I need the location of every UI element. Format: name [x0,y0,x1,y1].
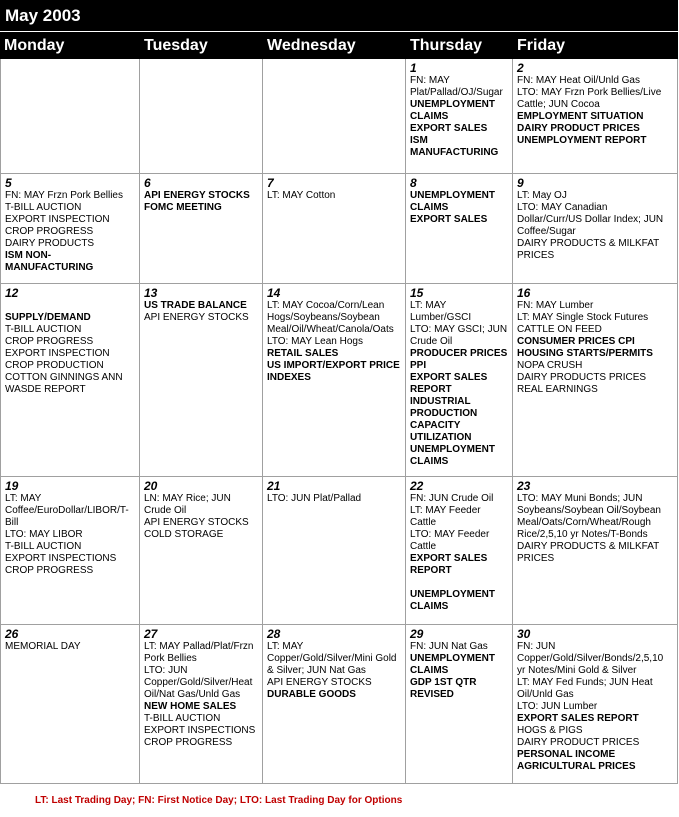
calendar-event: EXPORT SALES REPORT [410,372,488,395]
day-cell [0,477,140,625]
weekday-header-wednesday: Wednesday [267,37,356,54]
calendar-event: LTO: MAY Canadian Dollar/Curr/US Dollar Index; JUN Coffee/Sugar [517,202,664,237]
calendar-event: FN: MAY Heat Oil/Unld Gas [517,75,640,86]
calendar-event: LTO: JUN Copper/Gold/Silver/Heat Oil/Nat Gas/Unld Gas [144,665,253,700]
calendar-event: EXPORT INSPECTIONS [144,725,256,736]
day-cell [0,284,140,477]
day-number: 21 [267,479,281,493]
day-cell [0,174,140,284]
calendar-event: FN: JUN Nat Gas [410,641,488,652]
day-number: 8 [410,176,417,190]
day-cell [263,477,406,625]
weekday-header-thursday: Thursday [410,37,483,54]
calendar-event: ISM MANUFACTURING [410,135,499,158]
day-cell [406,59,513,174]
calendar-event: PERSONAL INCOME [517,749,616,760]
calendar-event: INDUSTRIAL PRODUCTION CAPACITY UTILIZATION [410,396,478,443]
legend-note: LT: Last Trading Day; FN: First Notice Day; LTO: Last Trading Day for Options [35,795,403,806]
calendar-event: LTO: MAY Feeder Cattle [410,529,490,552]
day-cell [140,174,263,284]
calendar-event: LT: MAY Coffee/EuroDollar/LIBOR/T-Bill [5,493,129,528]
day-cell [513,59,678,174]
calendar-event: EXPORT SALES REPORT [410,553,488,576]
day-number [144,62,259,75]
day-cell [263,284,406,477]
day-cell [513,174,678,284]
calendar-event: NOPA CRUSH [517,360,583,371]
calendar-event: LTO: MAY LIBOR [5,529,83,540]
calendar-event: PRODUCER PRICES PPI [410,348,508,371]
calendar-event: UNEMPLOYMENT CLAIMS [410,653,495,676]
weekday-header-friday: Friday [517,37,566,54]
calendar-event: ISM NON-MANUFACTURING [5,250,94,273]
day-number: 12 [5,286,19,300]
calendar-event: UNEMPLOYMENT CLAIMS [410,190,495,213]
calendar-event: DAIRY PRODUCT PRICES [517,123,640,134]
calendar-event: LT: MAY Single Stock Futures [517,312,649,323]
calendar-event: LTO: MAY GSCI; JUN Crude Oil [410,324,508,347]
calendar-event: RETAIL SALES [267,348,339,359]
calendar-event: API ENERGY STOCKS [144,190,250,201]
calendar-event: DURABLE GOODS [267,689,356,700]
calendar-event: LT: MAY Copper/Gold/Silver/Mini Gold & Silver; JUN Nat Gas [267,641,397,676]
calendar-event: LN: MAY Rice; JUN Crude Oil [144,493,231,516]
day-cell [513,284,678,477]
calendar-event [5,300,136,312]
calendar-event: UNEMPLOYMENT CLAIMS [410,99,495,122]
calendar-event: DAIRY PRODUCTS PRICES [517,372,647,383]
day-number: 13 [144,286,158,300]
calendar-event: FN: JUN Crude Oil [410,493,494,504]
calendar-event: CROP PROGRESS [5,226,94,237]
calendar-event: MEMORIAL DAY [5,641,81,652]
weekday-header-monday: Monday [4,37,65,54]
weekday-header-row [0,32,678,59]
day-cell [140,284,263,477]
day-cell [513,477,678,625]
calendar-event: CROP PROGRESS [5,565,94,576]
calendar-event: CROP PROGRESS [144,737,233,748]
day-number: 19 [5,479,19,493]
calendar-event: LTO: MAY Frzn Pork Bellies/Live Cattle; JUN Cocoa [517,87,662,110]
calendar-event: DAIRY PRODUCTS [5,238,95,249]
calendar-event: EXPORT SALES [410,214,488,225]
calendar-event: EXPORT INSPECTIONS [5,553,117,564]
calendar-event: API ENERGY STOCKS [267,677,372,688]
calendar-event: T-BILL AUCTION [5,324,82,335]
day-number: 5 [5,176,12,190]
calendar-event: LTO: JUN Plat/Pallad [267,493,362,504]
day-cell [140,59,263,174]
calendar-event [410,577,509,589]
calendar-event: LT: MAY Fed Funds; JUN Heat Oil/Unld Gas [517,677,653,700]
calendar-event: COLD STORAGE [144,529,224,540]
day-cell [140,477,263,625]
day-number: 9 [517,176,524,190]
day-number: 20 [144,479,158,493]
calendar-event: EXPORT INSPECTION [5,348,110,359]
calendar-event: FN: MAY Plat/Pallad/OJ/Sugar [410,75,503,98]
calendar-event: REAL EARNINGS [517,384,598,395]
calendar-event: EXPORT SALES REPORT [517,713,639,724]
day-number: 6 [144,176,151,190]
calendar-event: FN: MAY Lumber [517,300,594,311]
calendar-event: FN: JUN Copper/Gold/Silver/Bonds/2,5,10 yr Notes/Mini Gold & Silver [517,641,664,676]
day-cell [406,174,513,284]
day-cell [263,59,406,174]
calendar-event: US TRADE BALANCE [144,300,247,311]
day-number: 14 [267,286,281,300]
day-number [5,62,136,75]
day-number: 15 [410,286,424,300]
day-number: 7 [267,176,274,190]
calendar-event: LT: MAY Feeder Cattle [410,505,481,528]
day-number: 22 [410,479,424,493]
day-cell [406,625,513,784]
calendar-event: T-BILL AUCTION [5,202,82,213]
day-cell [140,625,263,784]
day-number: 16 [517,286,531,300]
calendar-event: T-BILL AUCTION [144,713,221,724]
calendar-event: CROP PROGRESS [5,336,94,347]
calendar-event: UNEMPLOYMENT CLAIMS [410,589,495,612]
day-number: 26 [5,627,19,641]
calendar-event: LT: May OJ [517,190,567,201]
calendar-event: T-BILL AUCTION [5,541,82,552]
day-number: 28 [267,627,281,641]
calendar-event: EXPORT SALES [410,123,488,134]
day-cell [406,477,513,625]
calendar-event: EMPLOYMENT SITUATION [517,111,644,122]
calendar-event: EXPORT INSPECTION [5,214,110,225]
day-number: 29 [410,627,424,641]
calendar-event: LT: MAY Pallad/Plat/Frzn Pork Bellies [144,641,254,664]
calendar-event: HOUSING STARTS/PERMITS [517,348,653,359]
calendar-title: May 2003 [0,0,678,31]
day-number [267,62,402,75]
calendar-event: CROP PRODUCTION [5,360,104,371]
calendar-event: DAIRY PRODUCT PRICES [517,737,640,748]
weekday-header-tuesday: Tuesday [144,37,208,54]
day-number: 27 [144,627,158,641]
calendar-event: CONSUMER PRICES CPI [517,336,635,347]
calendar-event: SUPPLY/DEMAND [5,312,91,323]
calendar-event: FN: MAY Frzn Pork Bellies [5,190,123,201]
calendar-event: LT: MAY Cotton [267,190,336,201]
day-cell [406,284,513,477]
calendar-event: CATTLE ON FEED [517,324,602,335]
calendar-event: UNEMPLOYMENT CLAIMS [410,444,495,467]
day-cell [0,59,140,174]
day-number: 30 [517,627,531,641]
calendar-event: LTO: JUN Lumber [517,701,598,712]
day-number: 1 [410,61,417,75]
calendar-event: FOMC MEETING [144,202,222,213]
calendar-event: LT: MAY Cocoa/Corn/Lean Hogs/Soybeans/Soybean Meal/Oil/Wheat/Canola/Oats [267,300,394,335]
day-number: 23 [517,479,531,493]
calendar-event: LT: MAY Lumber/GSCI [410,300,472,323]
day-cell [263,625,406,784]
calendar-event: LTO: MAY Lean Hogs [267,336,363,347]
calendar-event: COTTON GINNINGS ANN [5,372,123,383]
day-cell [0,625,140,784]
calendar-event: API ENERGY STOCKS [144,517,249,528]
calendar-event: DAIRY PRODUCTS & MILKFAT PRICES [517,238,660,261]
calendar-event: US IMPORT/EXPORT PRICE INDEXES [267,360,400,383]
calendar-event: UNEMPLOYMENT REPORT [517,135,647,146]
calendar-event: GDP 1ST QTR REVISED [410,677,477,700]
calendar-event: API ENERGY STOCKS [144,312,249,323]
calendar-event: NEW HOME SALES [144,701,237,712]
day-cell [263,174,406,284]
calendar-event: LTO: MAY Muni Bonds; JUN Soybeans/Soybean Oil/Soybean Meal/Oats/Corn/Wheat/Rough Rice/2,5,10 yr Notes/T-Bonds [517,493,661,540]
calendar-event: HOGS & PIGS [517,725,583,736]
calendar-event: AGRICULTURAL PRICES [517,761,636,772]
calendar-event: WASDE REPORT [5,384,86,395]
day-number: 2 [517,61,524,75]
day-cell [513,625,678,784]
calendar-event: DAIRY PRODUCTS & MILKFAT PRICES [517,541,660,564]
